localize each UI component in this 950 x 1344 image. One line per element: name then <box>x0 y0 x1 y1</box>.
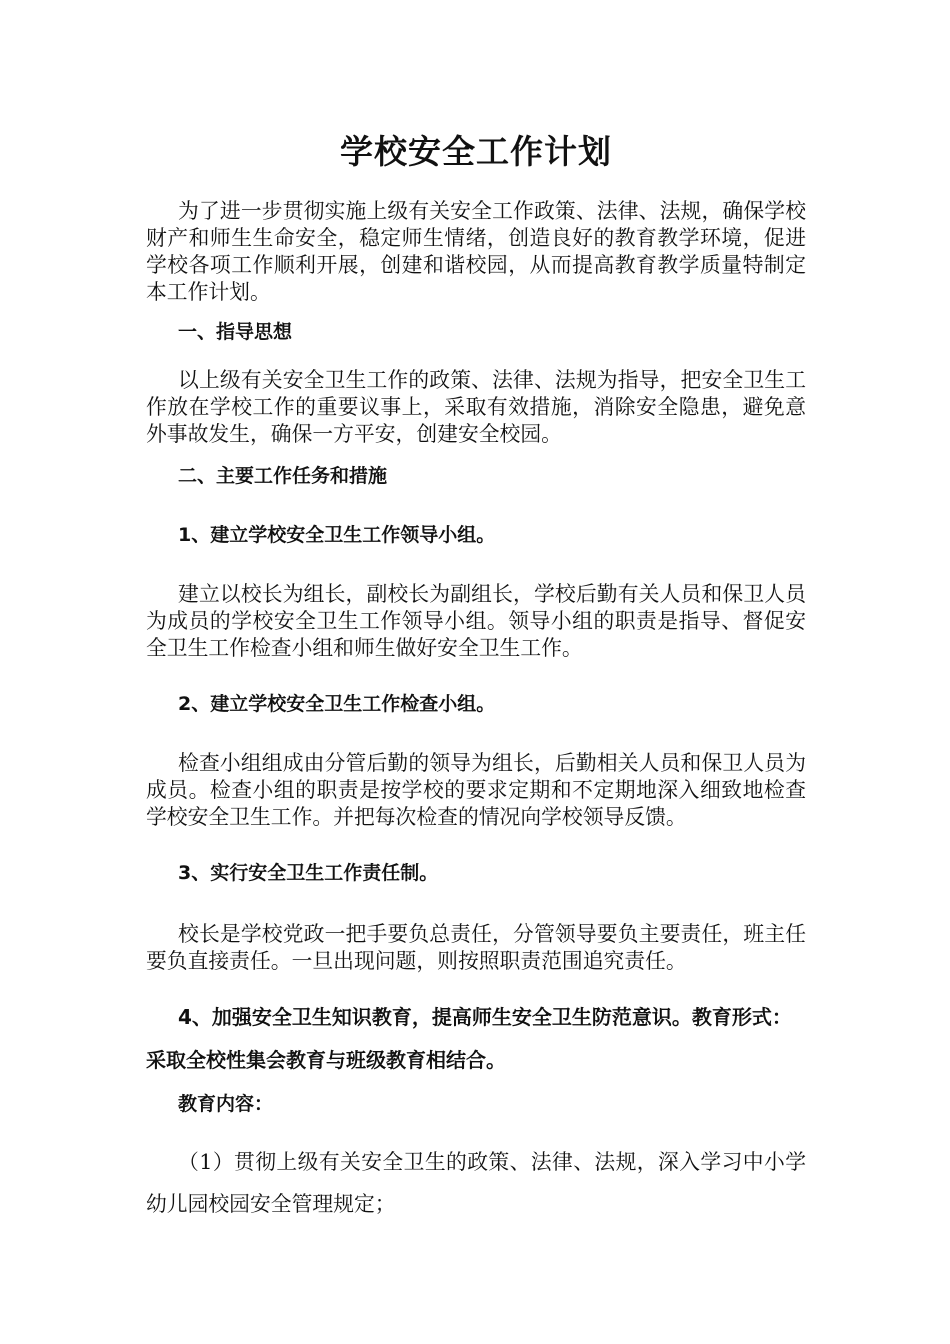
section-heading-main-tasks: 二、主要工作任务和措施 <box>178 465 388 487</box>
document-title: 学校安全工作计划 <box>340 132 612 171</box>
item-heading-inspection-group: 2、建立学校安全卫生工作检查小组。 <box>178 693 496 715</box>
responsibility-system-paragraph: 校长是学校党政一把手要负总责任，分管领导要负主要责任，班主任要负直接责任。一旦出现问题，则按照职责范围追究责任。 <box>146 922 806 973</box>
leadership-group-paragraph: 建立以校长为组长，副校长为副组长，学校后勤有关人员和保卫人员为成员的学校安全卫生工作领导小组。领导小组的职责是指导、督促安全卫生工作检查小组和师生做好安全卫生工作。 <box>146 582 806 660</box>
item-heading-safety-education: 4、加强安全卫生知识教育，提高师生安全卫生防范意识。教育形式：采取全校性集会教育与班级教育相结合。 <box>146 1005 792 1072</box>
inspection-group-paragraph: 检查小组组成由分管后勤的领导为组长，后勤相关人员和保卫人员为成员。检查小组的职责是按学校的要求定期和不定期地深入细致地检查学校安全卫生工作。并把每次检查的情况向学校领导反馈。 <box>146 751 806 829</box>
section-heading-guiding-ideology: 一、指导思想 <box>178 321 293 343</box>
item-heading-leadership-group: 1、建立学校安全卫生工作领导小组。 <box>178 524 496 546</box>
education-content-heading: 教育内容： <box>178 1093 274 1115</box>
education-content-item-1: （1）贯彻上级有关安全卫生的政策、法律、法规，深入学习中小学幼儿园校园安全管理规定； <box>146 1150 806 1216</box>
item-heading-responsibility-system: 3、实行安全卫生工作责任制。 <box>178 862 439 884</box>
guiding-ideology-paragraph: 以上级有关安全卫生工作的政策、法律、法规为指导，把安全卫生工作放在学校工作的重要议事上，采取有效措施，消除安全隐患，避免意外事故发生，确保一方平安，创建安全校园。 <box>146 368 806 446</box>
intro-paragraph: 为了进一步贯彻实施上级有关安全工作政策、法律、法规，确保学校财产和师生生命安全，稳定师生情绪，创造良好的教育教学环境，促进学校各项工作顺利开展，创建和谐校园，从而提高教育教学质量特制定本工作计划。 <box>146 199 806 304</box>
